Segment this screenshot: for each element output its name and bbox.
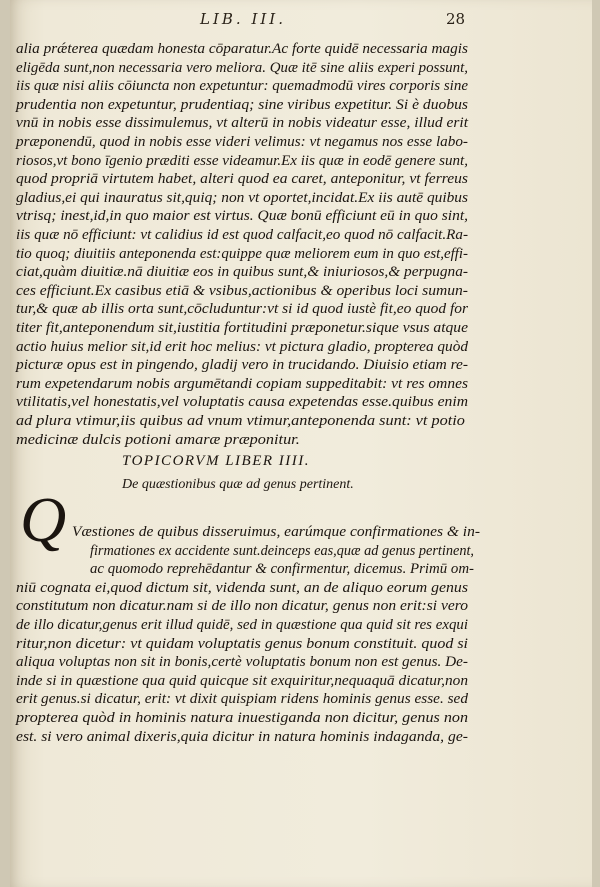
text-line: gladius,ei qui inauratus sit,quiq; non vt oportet,incidat.Ex iis autē quibus [16, 189, 468, 206]
text-line: constitutum non dicatur.nam si de illo non dicatur, genus non erit:si vero [16, 598, 469, 615]
book-page [10, 0, 592, 887]
text-line: ces efficiunt.Ex casibus etiā & vsibus,actionibus & operibus loci sumun- [16, 282, 468, 299]
text-line: medicinæ dulcis potioni amaræ præponitur. [16, 431, 300, 448]
text-line: titer fit,anteponendum sit,iustitia fortitudini præponetur.sique vsus atque [16, 320, 468, 336]
text-line: ad plura vtimur,iis quibus ad vnum vtimur,anteponenda sunt: vt potio [16, 413, 465, 429]
text-line: Væstiones de quibus disseruimus, earúmque confirmationes & in- [72, 524, 480, 540]
chapter-heading: TOPICORVM LIBER IIII. [122, 453, 311, 469]
text-line: rum expetendarum nobis argumētandi copiam suppeditabit: vt res omnes [16, 375, 468, 392]
text-line: picturæ opus est in pingendo, gladij vero in trucidando. Diuisio etiam re- [16, 357, 468, 374]
text-line: præponendū, quod in nobis esse videri velimus: vt negamus nos esse labo- [16, 134, 469, 150]
text-line: aliqua voluptas non sit in bonis,certè voluptatis bonum non est genus. De- [16, 654, 468, 671]
text-line: riosos,vt bono īgenio præditi esse videamur.Ex iis quæ in eodē genere sunt, [16, 152, 469, 169]
text-line: eligēda sunt,non necessaria vero meliora. Quæ itē sine aliis experi possunt, [16, 59, 468, 76]
text-line: prudentia non expetuntur, prudentiaq; sine viribus expetitur. Si è duobus [16, 96, 469, 113]
text-line: actio huius melior sit,id erit hoc melius: vt pictura gladio, propterea quòd [16, 338, 469, 355]
text-line: iis quæ nisi aliis cōiuncta non expetuntur: quemadmodū vires corporis sine [16, 78, 468, 95]
text-line: firmationes ex accidente sunt.deinceps eas,quæ ad genus pertinent, [90, 542, 474, 559]
text-line: quod propriā virtutem habet, alteri quod ea caret, anteponitur, vt ferreus [16, 171, 468, 188]
text-line: niū cognata ei,quod dictum sit, videnda sunt, an de aliquo eorum genus [16, 579, 469, 596]
text-line: ac quomodo reprehēdantur & confirmentur, dicemus. Primū om- [90, 561, 474, 578]
text-line: erit genus.si dicatur, erit: vt dixit quispiam ridens hominis genus esse. sed [16, 691, 468, 708]
running-head: LIB. III. [200, 10, 286, 28]
text-line: vtilitatis,vel honestatis,vel voluptatis causa expetendas esse.quibus enim [16, 394, 468, 411]
text-line: de illo dicatur,genus erit illud quidē, sed in quæstione qua quid sit res exqui [16, 617, 468, 633]
text-line: alia prǽterea quædam honesta cōparatur.Ac forte quidē necessaria magis [16, 41, 468, 57]
text-line: ciat,quàm diuitiæ.nā diuitiæ eos in quibus sunt,& iniuriosos,& perpugna- [16, 264, 468, 281]
page-number: 28 [446, 10, 466, 28]
chapter-subtitle: De quæstionibus quæ ad genus pertinent. [122, 477, 354, 492]
text-line: tio quoq; diuitiis anteponenda est:quippe quæ meliorem eum in quo est,effi- [16, 245, 468, 262]
text-line: propterea quòd in hominis natura inuestiganda non dicitur, genus non [16, 710, 468, 726]
text-line: iis quæ nō efficiunt: vt calidius id est quod calfacit,eo quod nō calfacit.Ra- [16, 227, 469, 243]
drop-initial: Q [20, 484, 67, 555]
text-line: inde si in quæstione qua quid quicque sit exquiritur,nequaquā dicatur,non [16, 672, 468, 689]
text-line: est. si vero animal dixeris,quia dicitur in natura hominis indaganda, ge- [16, 728, 468, 745]
text-line: tur,& quæ ab illis orta sunt,cōcluduntur:vt si id quod iustè fit,eo quod for [16, 301, 468, 318]
text-line: ritur,non dicetur: vt quidam voluptatis genus bonum constituit. quod si [16, 635, 468, 652]
page-header [10, 8, 592, 32]
text-line: vtrisq; inest,id,in quo maior est virtus. Quæ bonū efficiunt eū in quo sint, [16, 208, 469, 225]
text-line: vnū in nobis esse dissimulemus, vt alterū in nobis videatur esse, illud erit [16, 115, 468, 132]
